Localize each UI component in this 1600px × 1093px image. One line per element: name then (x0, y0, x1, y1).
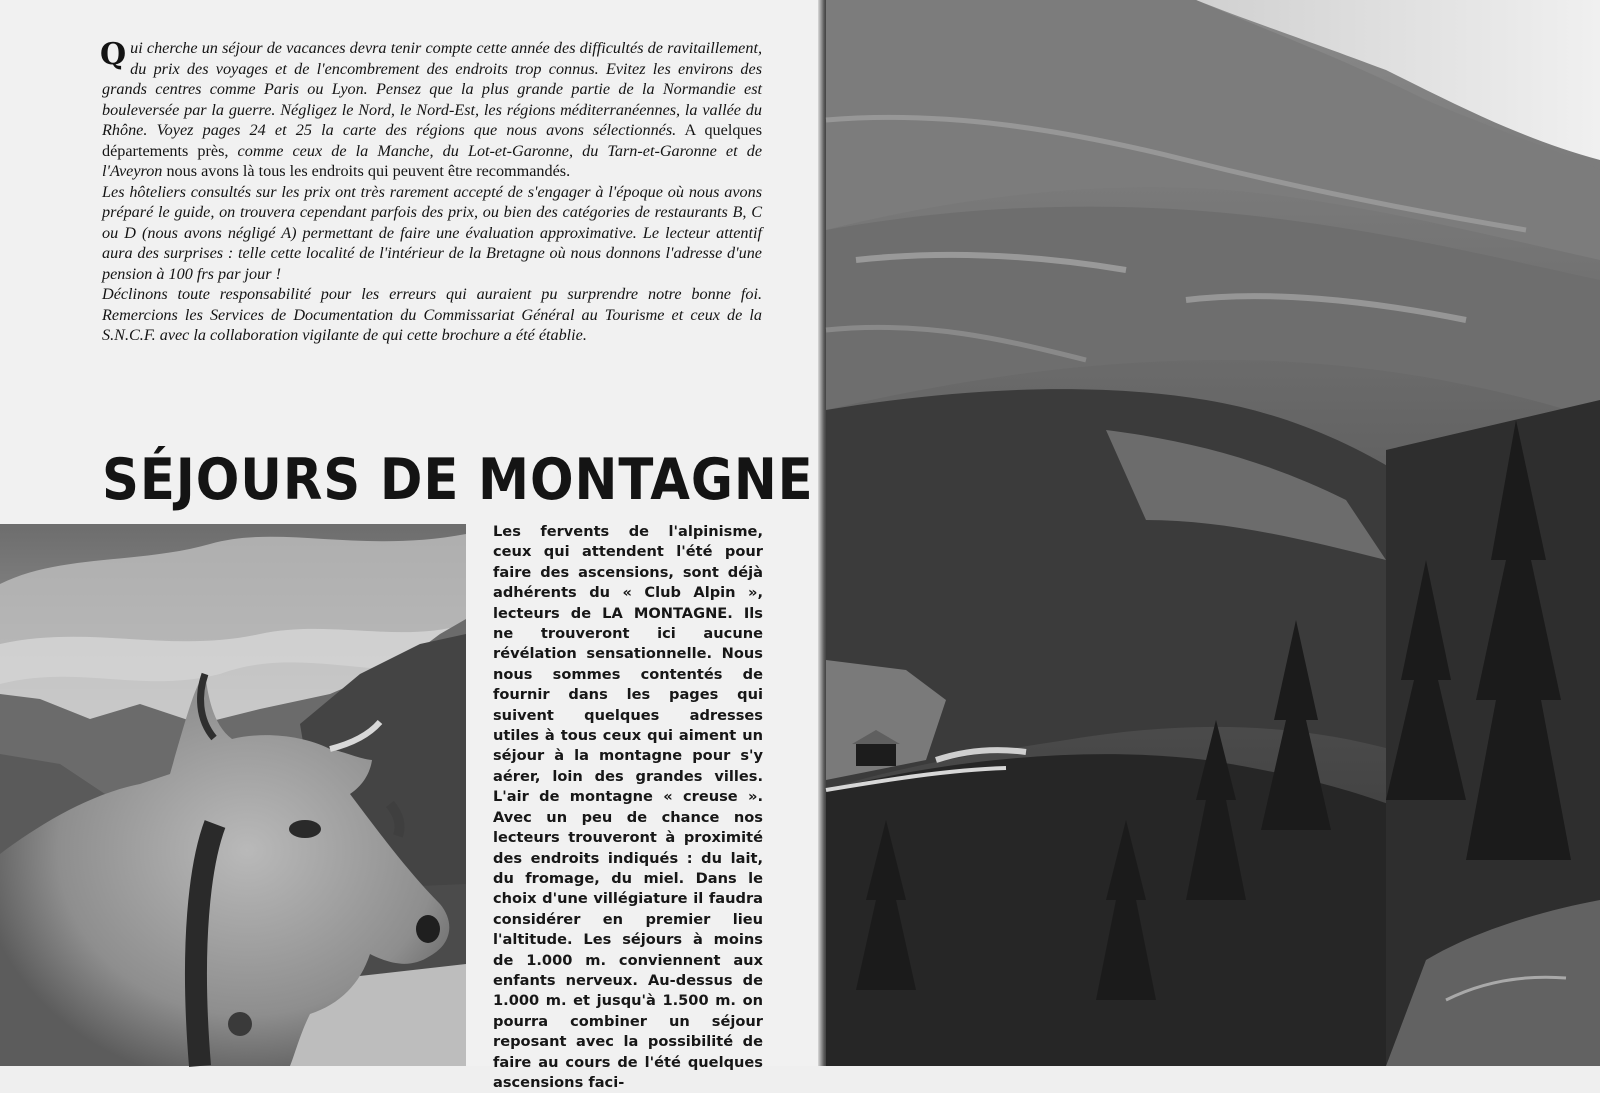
intro-paragraph-2: Les hôteliers consultés sur les prix ont très rarement accepté de s'engager à l'époque où nous avons préparé le guide, on trouvera cependant parfois des prix, ou bien des catégories de restaurants B, C ou D (nous avons négligé A) permettant de faire une évaluation approximative. Le lecteur attentif aura des surprises : telle cette localité de l'intérieur de la Bretagne où nous donnons l'adresse d'une pension à 100 frs par jour ! (102, 182, 762, 283)
intro-text-run: nous avons là tous les endroits qui peuvent être recommandés. (162, 162, 571, 180)
body-paragraph: Les fervents de l'alpinisme, ceux qui attendent l'été pour faire des ascensions, sont déjà adhérents du « Club Alpin », lecteurs de LA MONTAGNE. Ils ne trouveront ici aucune révélation sensationnelle. Nous nous sommes contentés de fournir dans les pages qui suivent quelques adresses utiles à tous ceux qui aiment un séjour à la montagne pour s'y aérer, loin des grandes villes. L'air de montagne « creuse ». Avec un peu de chance nos lecteurs trouveront à proximité des endroits indiqués : du lait, du fromage, du miel. Dans le choix d'une villégiature il faudra considérer en premier lieu l'altitude. Les séjours à moins de 1.000 m. conviennent aux enfants nerveux. Au-dessus de 1.000 m. et jusqu'à 1.500 m. on pourra combiner un séjour reposant avec la possibilité de faire au cours de l'été quelques ascensions faci- (493, 523, 763, 1091)
intro-text-run: ui cherche un séjour de vacances devra tenir compte cette année des difficultés de ravitaillement, du prix des voyages et de l'encombrement des endroits trop connus. Evitez les environs des grands centres comme Paris ou Lyon. Pensez que la plus grande partie de la Normandie est bouleversée par la guerre. Négligez le Nord, le Nord-Est, les régions méditerranéennes, la vallée du Rhône. Voyez pages 24 et 25 la carte des régions que nous avons sélectionnés. (102, 39, 762, 139)
intro-text (102, 38, 762, 346)
intro-paragraph-1 (102, 38, 762, 182)
right-page (826, 0, 1600, 1066)
cow-photo (0, 524, 466, 1066)
intro-text-run: A quelques départements près, (102, 121, 762, 160)
mountain-valley-photo (826, 0, 1600, 1066)
drop-cap: Q (100, 37, 127, 72)
intro-text-run: comme ceux de la Manche, du Lot-et-Garonne, du Tarn-et-Garonne et de l'Aveyron (102, 141, 762, 180)
section-headline: SÉJOURS DE MONTAGNE (102, 447, 814, 513)
intro-paragraph-3: Déclinons toute responsabilité pour les erreurs qui auraient pu surprendre notre bonne foi. Remercions les Services de Documentation du Commissariat Général au Tourisme et ceux de la S.N.C.F. avec la collaboration vigilante de qui cette brochure a été établie. (102, 285, 762, 344)
body-column (493, 522, 763, 1093)
